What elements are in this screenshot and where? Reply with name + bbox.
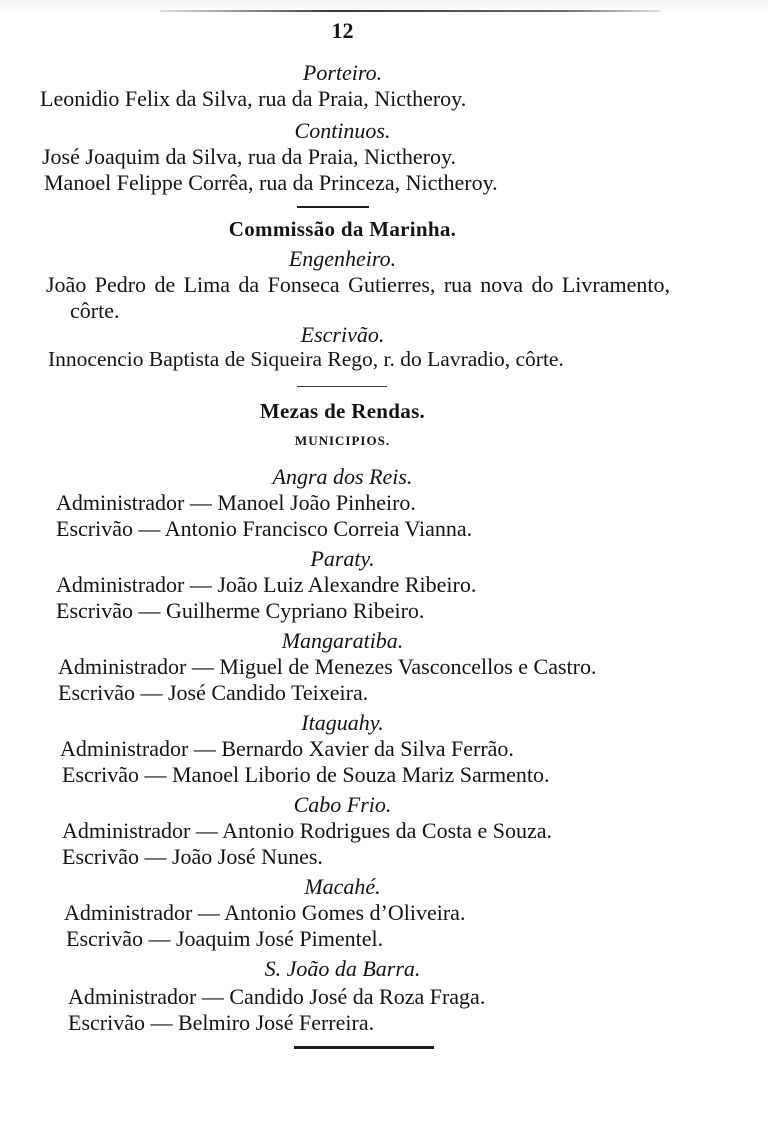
- administrador-entry: Administrador — Candido José da Roza Fraga.: [68, 984, 486, 1009]
- municipio-title: Itaguahy.: [301, 710, 384, 735]
- escrivao-entry: Escrivão — Belmiro José Ferreira.: [68, 1010, 375, 1035]
- escrivao-entry: Escrivão — João José Nunes.: [62, 844, 323, 869]
- page-number: 12: [331, 18, 354, 43]
- escrivao-entry: Innocencio Baptista de Siqueira Rego, r. do Lavradio, côrte.: [48, 347, 564, 371]
- administrador-entry: Administrador — João Luiz Alexandre Ribeiro.: [56, 572, 477, 597]
- escrivao-entry: Escrivão — Antonio Francisco Correia Vianna.: [56, 516, 473, 541]
- municipio-title: Angra dos Reis.: [272, 464, 413, 489]
- mezas-heading: Mezas de Rendas.: [259, 399, 426, 423]
- mezas-subheading: MUNICIPIOS.: [294, 433, 391, 448]
- municipio-title: Macahé.: [304, 874, 381, 899]
- continuos-entry-2: Manoel Felippe Corrêa, rua da Princeza, Nictheroy.: [44, 170, 498, 195]
- porteiro-entry: Leonidio Felix da Silva, rua da Praia, Nictheroy.: [40, 86, 467, 111]
- administrador-entry: Administrador — Antonio Rodrigues da Costa e Souza.: [62, 818, 553, 843]
- municipio-title: Paraty.: [310, 546, 375, 571]
- continuos-title: Continuos.: [294, 118, 391, 143]
- escrivao-entry: Escrivão — Joaquim José Pimentel.: [66, 926, 384, 951]
- closing-rule: [294, 1046, 434, 1049]
- administrador-entry: Administrador — Antonio Gomes d’Oliveira.: [64, 900, 466, 925]
- escrivao-entry: Escrivão — José Candido Teixeira.: [58, 680, 369, 705]
- escrivao-entry: Escrivão — Guilherme Cypriano Ribeiro.: [56, 598, 425, 623]
- administrador-entry: Administrador — Bernardo Xavier da Silva Ferrão.: [60, 736, 514, 761]
- municipio-title: Cabo Frio.: [293, 792, 392, 817]
- escrivao-title: Escrivão.: [300, 322, 385, 347]
- engenheiro-entry: João Pedro de Lima da Fonseca Gutierres, rua nova do Livramento, côrte.: [46, 272, 670, 323]
- administrador-entry: Administrador — Manoel João Pinheiro.: [56, 490, 416, 515]
- commissao-heading: Commissão da Marinha.: [228, 217, 457, 241]
- engenheiro-title: Engenheiro.: [288, 246, 397, 271]
- municipio-title: Mangaratiba.: [281, 628, 404, 653]
- section-divider: [297, 386, 387, 387]
- section-divider: [297, 206, 369, 208]
- administrador-entry: Administrador — Miguel de Menezes Vasconcellos e Castro.: [58, 654, 597, 679]
- continuos-entry-1: José Joaquim da Silva, rua da Praia, Nictheroy.: [42, 144, 457, 169]
- escrivao-entry: Escrivão — Manoel Liborio de Souza Mariz Sarmento.: [62, 762, 550, 787]
- porteiro-title: Porteiro.: [302, 60, 383, 85]
- municipio-title: S. João da Barra.: [264, 956, 421, 981]
